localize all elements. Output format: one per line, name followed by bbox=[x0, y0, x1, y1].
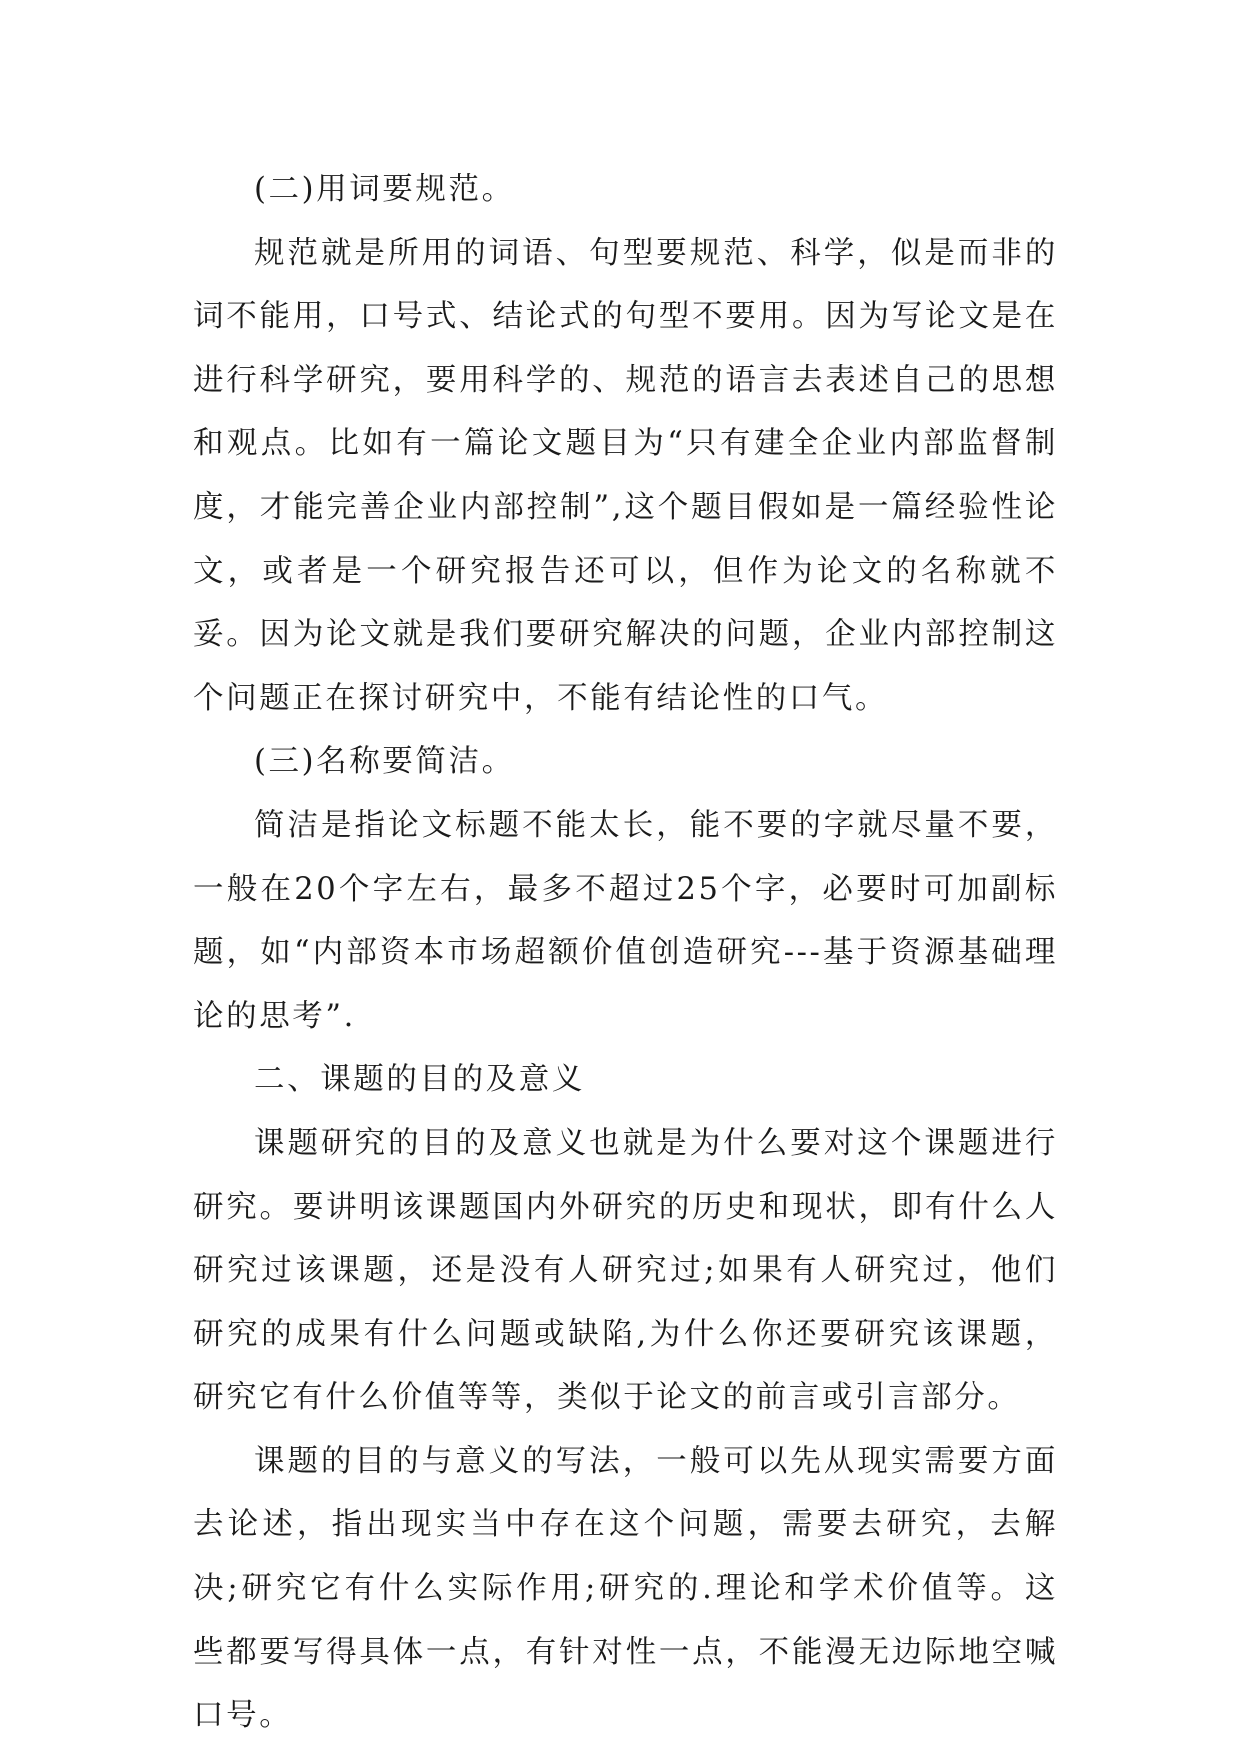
section-heading-concise-title: (三)名称要简洁。 bbox=[254, 744, 515, 780]
section-heading-wording: (二)用词要规范。 bbox=[254, 172, 515, 207]
paragraph-purpose-writing: 课题的目的与意义的写法，一般可以先从现实需要方面去论述，指出现实当中存在这个问题，需要去研究，去解决;研究它有什么实际作用;研究的.理论和学术价值等。这些都要写得具体一点，有针对性一点，不能漫无边际地空喊口号。 bbox=[193, 1443, 1058, 1734]
paragraph-concise-title: 简洁是指论文标题不能太长，能不要的字就尽量不要，一般在20个字左右，最多不超过25个字，必要时可加副标题，如“内部资本市场超额价值创造研究---基于资源基础理论的思考”. bbox=[193, 807, 1058, 1034]
section-heading-purpose: 二、课题的目的及意义 bbox=[254, 1062, 585, 1098]
document-body bbox=[193, 158, 1058, 1748]
paragraph-purpose-meaning: 课题研究的目的及意义也就是为什么要对这个课题进行研究。要讲明该课题国内外研究的历史和现状，即有什么人研究过该课题，还是没有人研究过;如果有人研究过，他们研究的成果有什么问题或缺陷,为什么你还要研究该课题，研究它有什么价值等等，类似于论文的前言或引言部分。 bbox=[193, 1125, 1058, 1416]
paragraph-wording-standards: 规范就是所用的词语、句型要规范、科学，似是而非的词不能用，口号式、结论式的句型不要用。因为写论文是在进行科学研究，要用科学的、规范的语言去表述自己的思想和观点。比如有一篇论文题目为“只有建全企业内部监督制度，才能完善企业内部控制”,这个题目假如是一篇经验性论文，或者是一个研究报告还可以，但作为论文的名称就不妥。因为论文就是我们要研究解决的问题，企业内部控制这个问题正在探讨研究中，不能有结论性的口气。 bbox=[193, 235, 1058, 716]
